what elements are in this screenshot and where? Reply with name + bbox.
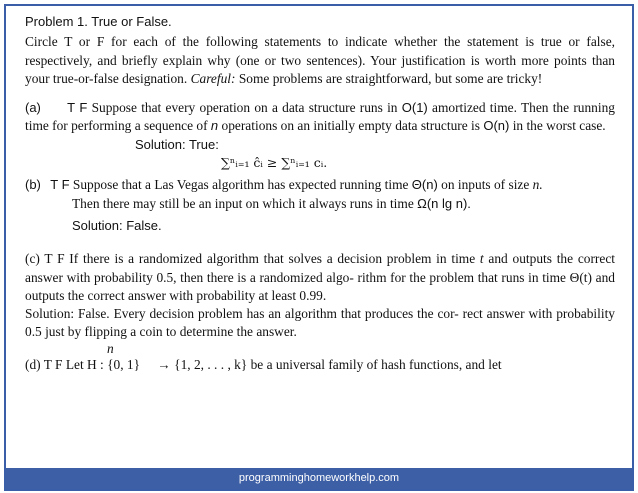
item-a-formula: ∑ⁿᵢ₌₁ ĉᵢ ≥ ∑ⁿᵢ₌₁ cᵢ. [221, 155, 328, 171]
item-a-label: (a) [25, 100, 41, 116]
item-c-text-2: and outputs the correct answer with probability 0.5, then there is a randomized algo- rithm for the problem that runs in time [25, 251, 615, 285]
item-a-text-3: operations on an initially empty data structure is [221, 118, 480, 134]
item-b-label: (b) [25, 177, 41, 193]
item-d [25, 356, 615, 374]
item-a-tf: T F [67, 100, 88, 116]
item-a-n: n [210, 118, 219, 134]
item-b-line-2 [25, 195, 615, 213]
item-a-solution: Solution: True: [135, 136, 219, 152]
item-d-arrow-text: → {1, 2, . . . , k} be a universal family of hash functions, and let [157, 356, 502, 372]
item-b-theta-n: Θ(n) [411, 177, 438, 193]
item-b-line2-text: Then there may still be an input on which it always runs in time [72, 195, 414, 211]
item-c-t: t [479, 251, 484, 267]
item-c-text-3: and outputs the correct answer with probability at least 0.99. [25, 269, 615, 303]
item-b-text-1: Suppose that a Las Vegas algorithm has expected running time [72, 177, 409, 193]
item-d-tf: T F [43, 356, 63, 372]
item-d-label: (d) [25, 356, 41, 372]
item-b-tf: T F [50, 177, 70, 193]
item-c [25, 250, 615, 305]
item-a-text-4: in the worst case. [512, 118, 606, 134]
item-c-label: (c) [25, 251, 40, 267]
problem-content [25, 10, 615, 374]
item-b [25, 176, 615, 194]
item-a-on: O(n) [483, 118, 510, 134]
item-c-solution: Solution: False. Every decision problem has an algorithm that produces the cor- rect answer with probability 0.5 just by flipping a coin to determine the answer. [25, 306, 615, 340]
item-b-omega: Ω(n lg n). [417, 195, 471, 211]
problem-title: Problem 1. True or False. [25, 14, 172, 29]
item-a [25, 99, 615, 136]
intro-paragraph [25, 33, 615, 88]
item-a-o1: O(1) [401, 100, 428, 116]
item-b-n-end: n. [532, 177, 543, 193]
item-b-solution: Solution: False. [72, 217, 162, 233]
item-b-text-2: on inputs of size [441, 177, 530, 193]
item-c-tf: T F [44, 251, 65, 267]
item-d-text: Let H : {0, 1} [65, 356, 141, 372]
careful-text: Some problems are straightforward, but some are tricky! [238, 70, 543, 86]
item-c-text-1: If there is a randomized algorithm that solves a decision problem in time [69, 251, 476, 267]
footer-link[interactable]: programminghomeworkhelp.com [238, 472, 400, 484]
item-d-superscript-n: n [107, 340, 114, 356]
item-a-text-1: Suppose that every operation on a data structure runs in [91, 100, 398, 116]
item-c-theta-t: Θ(t) [569, 269, 592, 285]
careful-label: Careful: [190, 70, 236, 86]
intro-text: Circle T or F for each of the following statements to indicate whether the statement is true or false, respectively, and briefly explain why (one or two sentences). Your justification is worth more points than your true-or-false designation. [25, 34, 615, 86]
footer-banner [6, 468, 632, 489]
item-a-text-2: amortized time. Then the running time for performing a sequence of [25, 100, 615, 134]
